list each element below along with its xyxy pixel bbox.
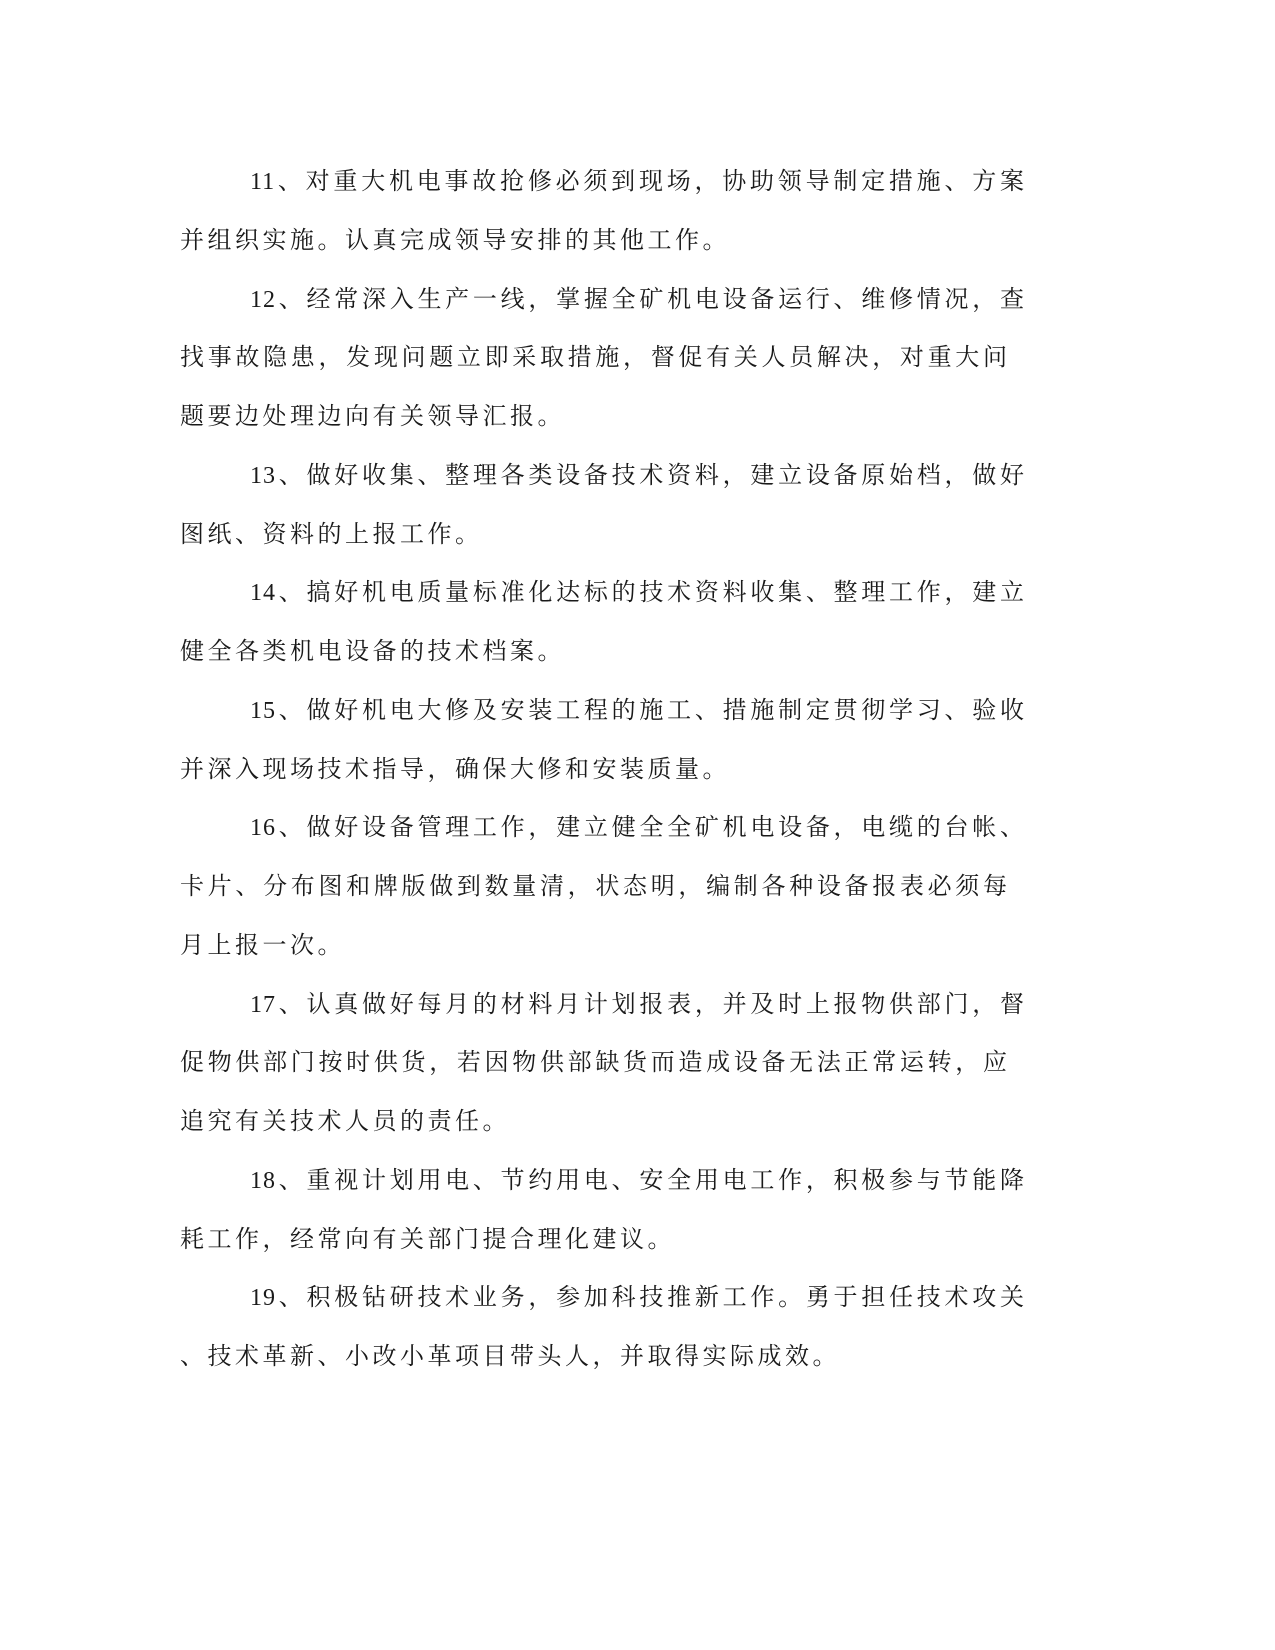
- paragraph-19-line-1: 19、积极钻研技术业务，参加科技推新工作。勇于担任技术攻关: [250, 1285, 1025, 1312]
- paragraph-11-line-1: 11、对重大机电事故抢修必须到现场，协助领导制定措施、方案: [250, 169, 1025, 195]
- paragraph-16-line-3: 月上报一次。: [180, 932, 345, 959]
- paragraph-13: [180, 447, 1275, 565]
- paragraph-15-line-2: 并深入现场技术指导，确保大修和安装质量。: [180, 756, 730, 783]
- paragraph-14: [180, 564, 1275, 682]
- paragraph-12-line-3: 题要边处理边向有关领导汇报。: [180, 404, 565, 430]
- paragraph-15-line-1: 15、做好机电大修及安装工程的施工、措施制定贯彻学习、验收: [250, 697, 1025, 724]
- paragraph-11: [180, 153, 1275, 271]
- paragraph-17-line-3: 追究有关技术人员的责任。: [180, 1109, 510, 1135]
- paragraph-16-line-1: 16、做好设备管理工作，建立健全全矿机电设备，电缆的台帐、: [250, 815, 1025, 842]
- paragraph-15: [180, 682, 1275, 800]
- paragraph-16-line-2: 卡片、分布图和牌版做到数量清，状态明，编制各种设备报表必须每: [180, 874, 1008, 900]
- paragraph-17-line-2: 促物供部门按时供货，若因物供部缺货而造成设备无法正常运转，应: [180, 1050, 1008, 1077]
- paragraph-18: [180, 1152, 1275, 1270]
- paragraph-17: [180, 976, 1275, 1152]
- paragraph-19: [180, 1269, 1275, 1387]
- paragraph-11-line-2: 并组织实施。认真完成领导安排的其他工作。: [180, 227, 730, 254]
- paragraph-12-line-1: 12、经常深入生产一线，掌握全矿机电设备运行、维修情况，查: [250, 286, 1025, 313]
- paragraph-18-line-2: 耗工作，经常向有关部门提合理化建议。: [180, 1226, 675, 1253]
- paragraph-12: [180, 271, 1275, 447]
- paragraph-17-line-1: 17、认真做好每月的材料月计划报表，并及时上报物供部门，督: [250, 991, 1025, 1018]
- paragraph-13-line-1: 13、做好收集、整理各类设备技术资料，建立设备原始档，做好: [250, 462, 1025, 489]
- paragraph-14-line-2: 健全各类机电设备的技术档案。: [180, 639, 565, 665]
- paragraph-18-line-1: 18、重视计划用电、节约用电、安全用电工作，积极参与节能降: [250, 1167, 1025, 1194]
- paragraph-13-line-2: 图纸、资料的上报工作。: [180, 521, 483, 548]
- paragraph-12-line-2: 找事故隐患，发现问题立即采取措施，督促有关人员解决，对重大问: [180, 345, 1008, 372]
- paragraph-19-line-2: 、技术革新、小改小革项目带头人，并取得实际成效。: [180, 1344, 840, 1370]
- paragraph-16: [180, 799, 1275, 975]
- paragraph-14-line-1: 14、搞好机电质量标准化达标的技术资料收集、整理工作，建立: [250, 580, 1025, 607]
